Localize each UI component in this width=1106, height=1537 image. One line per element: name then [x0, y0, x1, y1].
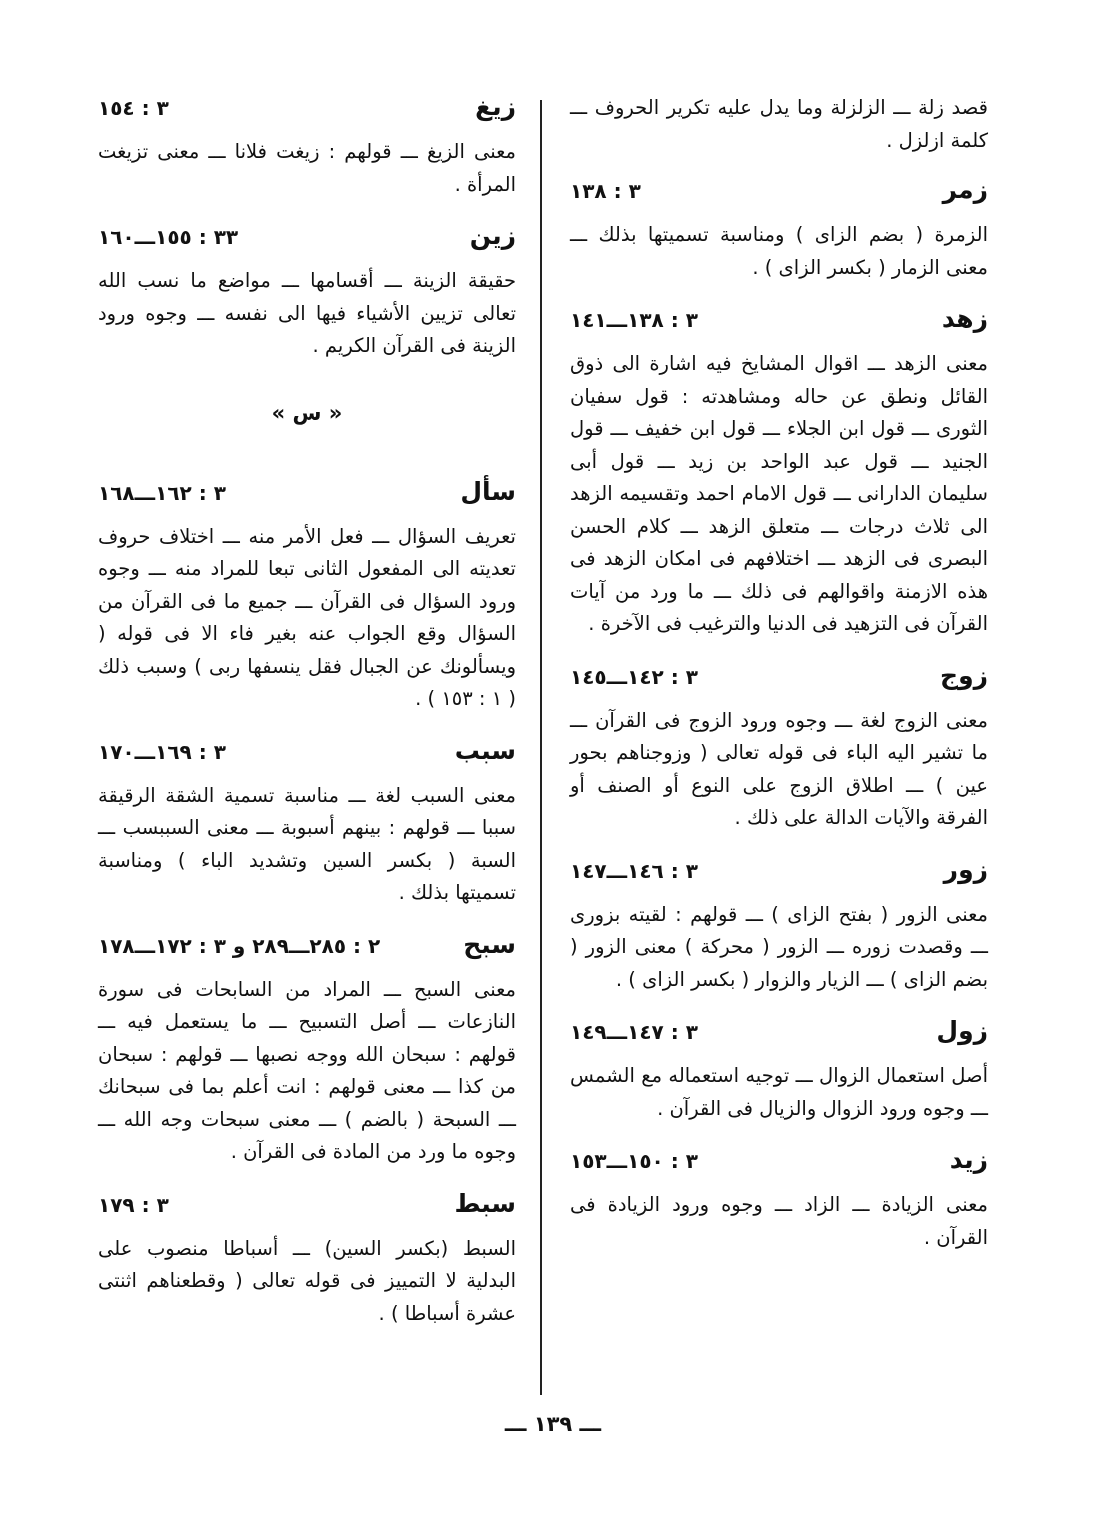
entry-ref: ٣٣ : ١٥٥ـــ١٦٠: [98, 225, 239, 249]
entry-ref: ٣ : ١٤٢ـــ١٤٥: [570, 664, 698, 689]
entry-text: أصل استعمال الزوال ـــ توجيه استعماله مع الشمس ـــ وجوه ورود الزوال والزيال فى القرآن .: [570, 1064, 988, 1120]
entry-word: زوج: [940, 660, 988, 690]
entry-word: زور: [943, 854, 988, 884]
entry-text: معنى الزور ( بفتح الزاى ) ـــ قولهم : لقيته بزورى ـــ وقصدت زوره ـــ الزور ( محركة ) معنى الزور ( بضم الزاى ) ـــ الزيار والزوار ( بكسر الزاى ) .: [570, 902, 988, 991]
entry-word: سبب: [454, 735, 516, 765]
entry-zayd: [570, 1145, 988, 1254]
intro-continuation: قصد زلة ـــ الزلزلة وما يدل عليه تكرير الحروف ـــ كلمة ازلزل .: [570, 96, 988, 152]
entry-zayn: [98, 221, 516, 363]
entry-zawal: [570, 1016, 988, 1125]
entry-text: معنى الزيادة ـــ الزاد ـــ وجوه ورود الزيادة فى القرآن .: [570, 1193, 988, 1249]
entry-ref: ٣ : ١٤٦ـــ١٤٧: [570, 858, 698, 883]
entry-word: سبح: [463, 929, 516, 959]
entry-word: زهد: [941, 304, 988, 333]
column-divider: [540, 100, 542, 1395]
entry-text: معنى السبح ـــ المراد من السابحات فى سورة النازعات ـــ أصل التسبيح ـــ ما يستعمل فيه ـــ قولهم : سبحان الله ووجه نصبها ـــ قولهم : سبحان من كذا ـــ معنى قولهم : انت أعلم بما فى سبحانك ـــ السبحة ( بالضم ) ـــ معنى سبحات وجه الله ـــ وجوه ما ورد من المادة فى القرآن .: [98, 977, 516, 1163]
entry-text: معنى الزيغ ـــ قولهم : زيغت فلانا ـــ معنى تزيغت المرأة .: [98, 140, 516, 196]
entry-ref: ٣ : ١٧٩: [98, 1192, 169, 1217]
left-column: [98, 92, 516, 1350]
entry-ref: ٣ : ١٥٤: [98, 96, 169, 120]
entry-zawj: [570, 661, 988, 835]
entry-ref: ٣ : ١٣٨ـــ١٤١: [570, 308, 698, 332]
entry-zaygh: [98, 92, 516, 201]
entry-word: زمر: [942, 175, 988, 204]
entry-ref: ٣ : ١٥٠ـــ١٥٣: [570, 1149, 698, 1173]
entry-saal: [98, 477, 516, 716]
entry-word: زين: [469, 221, 516, 250]
section-heading: « س »: [271, 400, 343, 425]
page-number: ـــ ١٣٩ ـــ: [504, 1412, 602, 1436]
entry-ref: ٣ : ١٣٨: [570, 179, 641, 203]
entry-sabt: [98, 1189, 516, 1331]
entry-text: تعريف السؤال ـــ فعل الأمر منه ـــ اختلاف حروف تعديته الى المفعول الثانى تبعا للمراد منه ـــ وجوه ورود السؤال فى القرآن ـــ جميع ما فى القرآن من السؤال وقع الجواب عنه بغير فاء الا فى قوله ( ويسألونك عن الجبال فقل ينسفها ربى ) وسبب ذلك ( ١ : ١٥٣ ) .: [98, 524, 516, 710]
entry-ref: ٣ : ١٤٧ـــ١٤٩: [570, 1020, 698, 1044]
entry-sabh: [98, 930, 516, 1169]
entry-word: زيغ: [475, 92, 516, 121]
entry-word: زيد: [949, 1145, 988, 1174]
entry-word: سأل: [460, 476, 516, 506]
entry-sabab: [98, 736, 516, 910]
entry-zawr: [570, 855, 988, 997]
entry-text: معنى السبب لغة ـــ مناسبة تسمية الشقة الرقيقة سببا ـــ قولهم : بينهم أسبوبة ـــ معنى السببسب ـــ السبة ( بكسر السين وتشديد الباء ) ومناسبة تسميتها بذلك .: [98, 783, 516, 904]
entry-ref: ٣ : ١٦٩ـــ١٧٠: [98, 739, 226, 764]
right-column: [570, 92, 988, 1274]
entry-zuhd: [570, 304, 988, 641]
entry-text: حقيقة الزينة ـــ أقسامها ـــ مواضع ما نسب الله تعالى تزيين الأشياء فيها الى نفسه ـــ وجوه ورود الزينة فى القرآن الكريم .: [98, 269, 516, 357]
entry-text: الزمرة ( بضم الزاى ) ومناسبة تسميتها بذلك ـــ معنى الزمار ( بكسر الزاى ) .: [570, 223, 988, 279]
entry-ref: ٢ : ٢٨٥ـــ٢٨٩ و ٣ : ١٧٢ـــ١٧٨: [98, 933, 381, 958]
entry-word: سبط: [454, 1188, 516, 1218]
entry-word: زول: [936, 1016, 988, 1045]
entry-text: معنى الزهد ـــ اقوال المشايخ فيه اشارة الى ذوق القائل ونطق عن حاله ومشاهدته : قول سفيان الثورى ـــ قول ابن الجلاء ـــ قول ابن خفيف ـــ قول الجنيد ـــ قول عبد الواحد بن زيد ـــ قول أبى سليمان الدارانى ـــ قول الامام احمد وتقسيمه الزهد الى ثلاث درجات ـــ متعلق الزهد ـــ كلام الحسن البصرى فى الزهد ـــ اختلافهم فى امكان الزهد فى هذه الازمنة واقوالهم فى ذلك ـــ ما ورد من آيات القرآن فى التزهيد فى الدنيا والترغيب فى الآخرة .: [570, 352, 988, 635]
entry-text: السبط (بكسر السين) ـــ أسباطا منصوب على البدلية لا التمييز فى قوله تعالى ( وقطعناهم اثنتى عشرة أسباطا ) .: [98, 1236, 516, 1325]
entry-ref: ٣ : ١٦٢ـــ١٦٨: [98, 480, 226, 505]
entry-text: معنى الزوج لغة ـــ وجوه ورود الزوج فى القرآن ـــ ما تشير اليه الباء فى قوله تعالى ( وزوجناهم بحور عين ) ـــ اطلاق الزوج على النوع أو الصنف أو الفرقة والآيات الدالة على ذلك .: [570, 708, 988, 829]
entry-zamar: [570, 175, 988, 284]
